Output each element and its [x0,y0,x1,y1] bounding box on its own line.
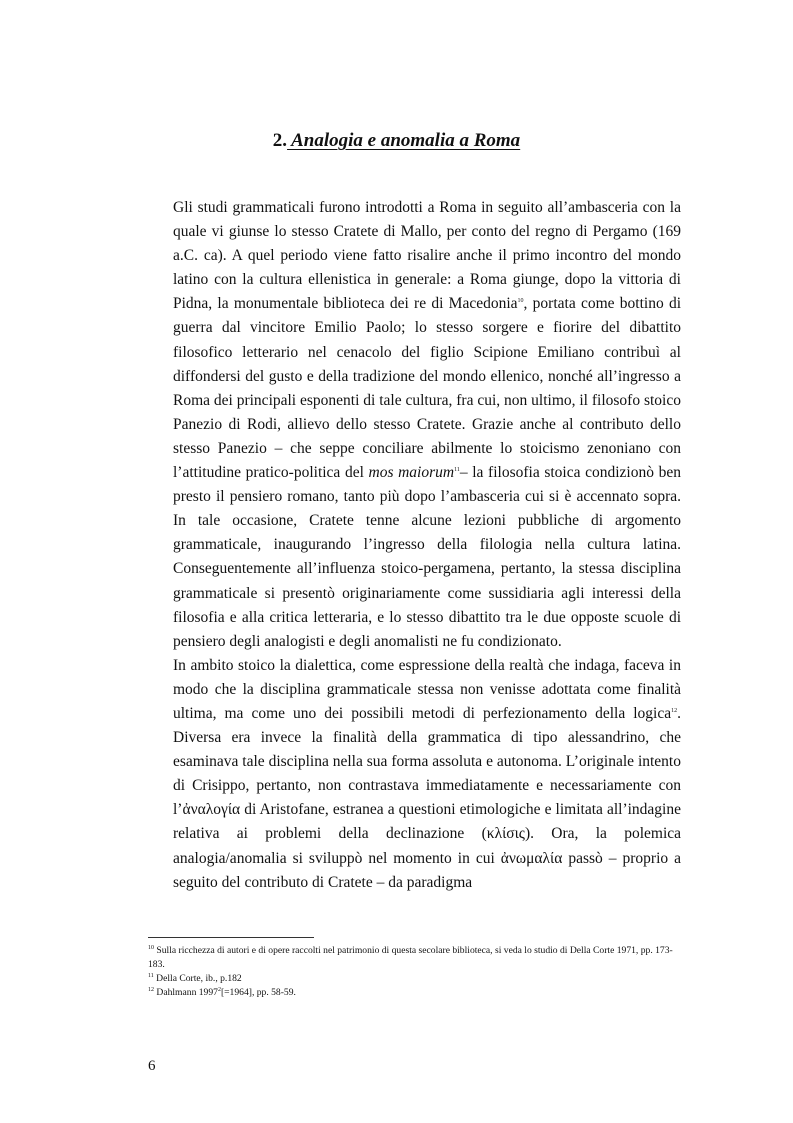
footnote-ref-11[interactable]: 11 [454,466,460,473]
greek-term: ἀνωμαλία [500,849,563,867]
paragraph-text: . Diversa era invece la finalità della grammatica di tipo alessandrino, che esaminava tale disciplina nella sua forma assoluta e autonoma. L’originale intento di Crisippo, pertanto, non contrastava immediatamente e necessariamente con l’ [173,704,681,819]
latin-phrase: mos maiorum [368,464,455,482]
section-number: 2. [272,129,288,151]
footnote-12 [148,986,681,1000]
paragraph-text: Gli studi grammaticali furono introdotti a Roma in seguito all’ambasceria con la quale vi giunse lo stesso Cratete di Mallo, per conto del regno di Pergamo (169 a.C. ca). A quel periodo viene fatto risalire anche il primo incontro del mondo latino con la cultura ellenistica in generale: a Roma giunge, dopo la vittoria di Pidna, la monumentale biblioteca dei re di Macedonia [173,199,681,313]
edition-superscript: 2 [217,986,221,993]
footnote-text: Dahlmann 1997 [154,987,218,998]
footnote-11 [148,972,681,986]
footnote-separator [148,937,314,938]
section-title: Analogia e anomalia a Roma [287,129,521,151]
footnote-ref-10[interactable]: 10 [517,298,524,305]
section-heading [0,130,793,152]
paragraph-text: In ambito stoico la dialettica, come espressione della realtà che indaga, faceva in modo che la disciplina grammaticale stessa non venisse adottata come finalità ultima, ma come uno dei possibili metodi di perfezionamento della logica [173,656,681,722]
footnote-number: 10 [148,944,154,951]
footnote-number: 12 [148,986,154,993]
footnote-text: Della Corte, ib., p.182 [153,973,242,984]
greek-term: ἀναλογία [182,801,241,819]
footnotes [148,944,681,1000]
greek-term: κλίσις [486,825,525,843]
paragraph [173,654,681,895]
footnote-text: [=1964], pp. 58-59. [220,987,296,998]
paragraph-text: , portata come bottino di guerra dal vincitore Emilio Paolo; lo stesso sorgere e fiorire del dibattito filosofico letterario nel cenacolo del figlio Scipione Emiliano contribuì al diffondersi del gusto e della tradizione del mondo ellenico, nonché all’ingresso a Roma dei principali esponenti di tale cultura, fra cui, non ultimo, il filosofo stoico Panezio di Rodi, allievo dello stesso Cratete. Grazie anche al contributo dello stesso Panezio – che seppe conciliare abilmente lo stoicismo zenoniano con l’attitudine pratico-politica del [173,295,681,482]
footnote-10 [148,944,681,972]
footnote-number: 11 [148,972,154,979]
footnote-ref-12[interactable]: 12 [671,707,678,714]
paragraph-text: passò – proprio a seguito del contributo di Cratete – da paradigma [173,849,682,891]
page-number: 6 [148,1058,156,1074]
footnote-text: Sulla ricchezza di autori e di opere raccolti nel patrimonio di questa secolare biblioteca, si veda lo studio di Della Corte 1971, pp. 173-183. [148,945,673,970]
paragraph-text: ). Ora, la polemica analogia/anomalia si sviluppò nel momento in cui [173,825,682,867]
paragraph [173,196,681,654]
paragraph-text: di Aristofane, estranea a questioni etimologiche e limitata all’indagine relativa ai problemi della declinazione ( [173,801,681,843]
paragraph-text: – la filosofia stoica condizionò ben presto il pensiero romano, tanto più dopo l’ambasceria cui si è accennato sopra. In tale occasione, Cratete tenne alcune lezioni pubbliche di argomento grammaticale, inaugurando l’ingresso della filologia nella cultura latina. Conseguentemente all’influenza stoico-pergamena, pertanto, la stessa disciplina grammaticale si presentò originariamente come sussidiaria agli interessi della filosofia e alla critica letteraria, e lo stesso dibattito tra le due opposte scuole di pensiero degli analogisti e degli anomalisti ne fu condizionato. [173,464,681,650]
main-text [173,196,681,895]
